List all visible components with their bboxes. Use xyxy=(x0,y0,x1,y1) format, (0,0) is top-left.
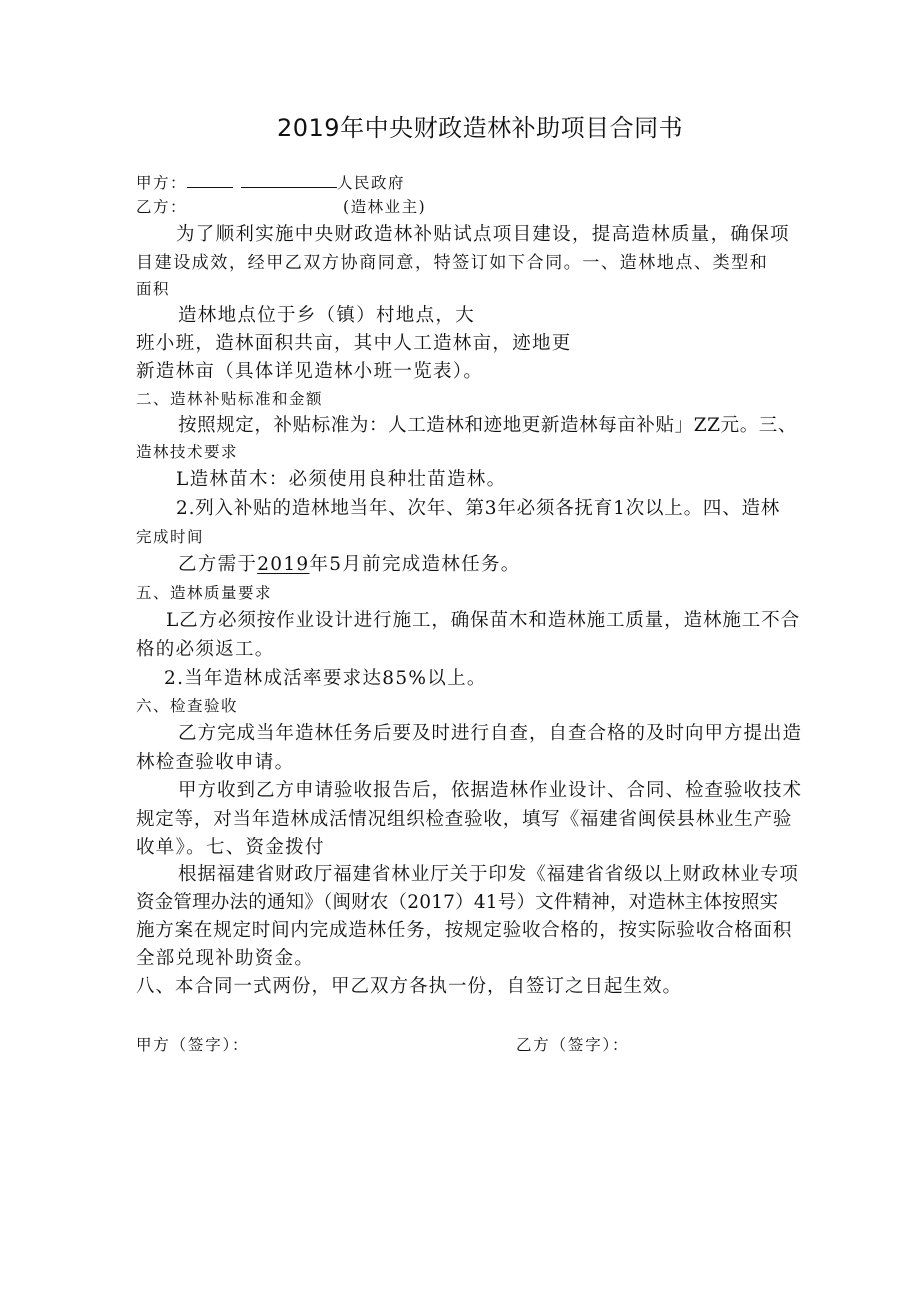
section-7-line-1: 根据福建省财政厅福建省林业厅关于印发《福建省省级以上财政林业专项 xyxy=(178,864,799,885)
section-2-line-1: 按照规定，补贴标准为：人工造林和迹地更新造林每亩补贴」ZZ元。三、 xyxy=(178,415,798,436)
section-7-line-4: 全部兑现补助资金。 xyxy=(136,948,315,969)
party-b-line xyxy=(136,200,426,216)
deadline-suffix: 年5月前完成造林任务。 xyxy=(309,554,521,575)
party-a-blank-1 xyxy=(187,173,233,188)
section-7-line-3: 施方案在规定时间内完成造林任务，按规定验收合格的，按实际验收合格面积 xyxy=(136,920,793,941)
section-6-line-3: 甲方收到乙方申请验收报告后，依据造林作业设计、合同、检查验收技术 xyxy=(178,780,803,801)
location-line-2: 班小班，造林面积共亩，其中人工造林亩，迹地更 xyxy=(136,333,572,354)
section-6-line-5: 收单》。七、资金拨付 xyxy=(136,837,325,858)
section-5-heading: 五、造林质量要求 xyxy=(136,584,273,602)
deadline-prefix: 乙方需于 xyxy=(178,554,258,575)
section-3-line-1: L造林苗木：必须使用良种壮苗造林。 xyxy=(176,469,507,490)
section-6-heading: 六、检查验收 xyxy=(136,697,239,715)
party-a-signature-label: 甲方（签字）： xyxy=(136,1036,250,1054)
section-5-line-2: 格的必须返工。 xyxy=(136,639,275,660)
location-line-3: 新造林亩（具体详见造林小班一览表）。 xyxy=(136,361,484,382)
section-4-heading: 完成时间 xyxy=(136,528,205,546)
location-line-1: 造林地点位于乡（镇）村地点，大 xyxy=(178,305,476,326)
section-6-line-4: 规定等，对当年造林成活情况组织检查验收，填写《福建省闽侯县林业生产验 xyxy=(136,809,793,830)
party-a-label: 甲方： xyxy=(136,174,188,192)
section-8-line: 八、本合同一式两份，甲乙双方各执一份，自签订之日起生效。 xyxy=(136,976,683,997)
party-a-line xyxy=(136,173,405,192)
party-a-suffix: 人民政府 xyxy=(337,174,406,192)
section-4-line-1 xyxy=(178,556,521,575)
deadline-year: 2019 xyxy=(257,554,310,575)
section-5-line-1: L乙方必须按作业设计进行施工，确保苗木和造林施工质量，造林施工不合 xyxy=(166,610,800,631)
section-5-line-3: 2.当年造林成活率要求达85%以上。 xyxy=(164,668,487,689)
intro-line-3: 面积 xyxy=(136,280,171,298)
party-b-label: 乙方： xyxy=(136,198,188,216)
intro-line-2: 目建设成效，经甲乙双方协商同意，特签订如下合同。一、造林地点、类型和 xyxy=(136,253,769,273)
section-7-line-2: 资金管理办法的通知》（闽财农（2017）41号）文件精神，对造林主体按照实 xyxy=(136,892,779,913)
section-6-line-1: 乙方完成当年造林任务后要及时进行自查，自查合格的及时向甲方提出造 xyxy=(178,723,803,744)
section-3-line-2: 2.列入补贴的造林地当年、次年、第3年必须各抚育1次以上。四、造林 xyxy=(176,498,781,519)
section-6-line-2: 林检查验收申请。 xyxy=(136,752,295,773)
party-b-suffix: (造林业主) xyxy=(343,198,427,216)
party-a-blank-2 xyxy=(241,173,337,188)
intro-line-1: 为了顺利实施中央财政造林补贴试点项目建设，提高造林质量，确保项 xyxy=(176,224,790,245)
party-b-signature-label: 乙方（签字）： xyxy=(516,1036,630,1054)
document-title: 2019年中央财政造林补助项目合同书 xyxy=(277,114,684,142)
section-2-heading: 二、造林补贴标准和金额 xyxy=(136,390,324,408)
section-3-heading: 造林技术要求 xyxy=(136,443,239,461)
